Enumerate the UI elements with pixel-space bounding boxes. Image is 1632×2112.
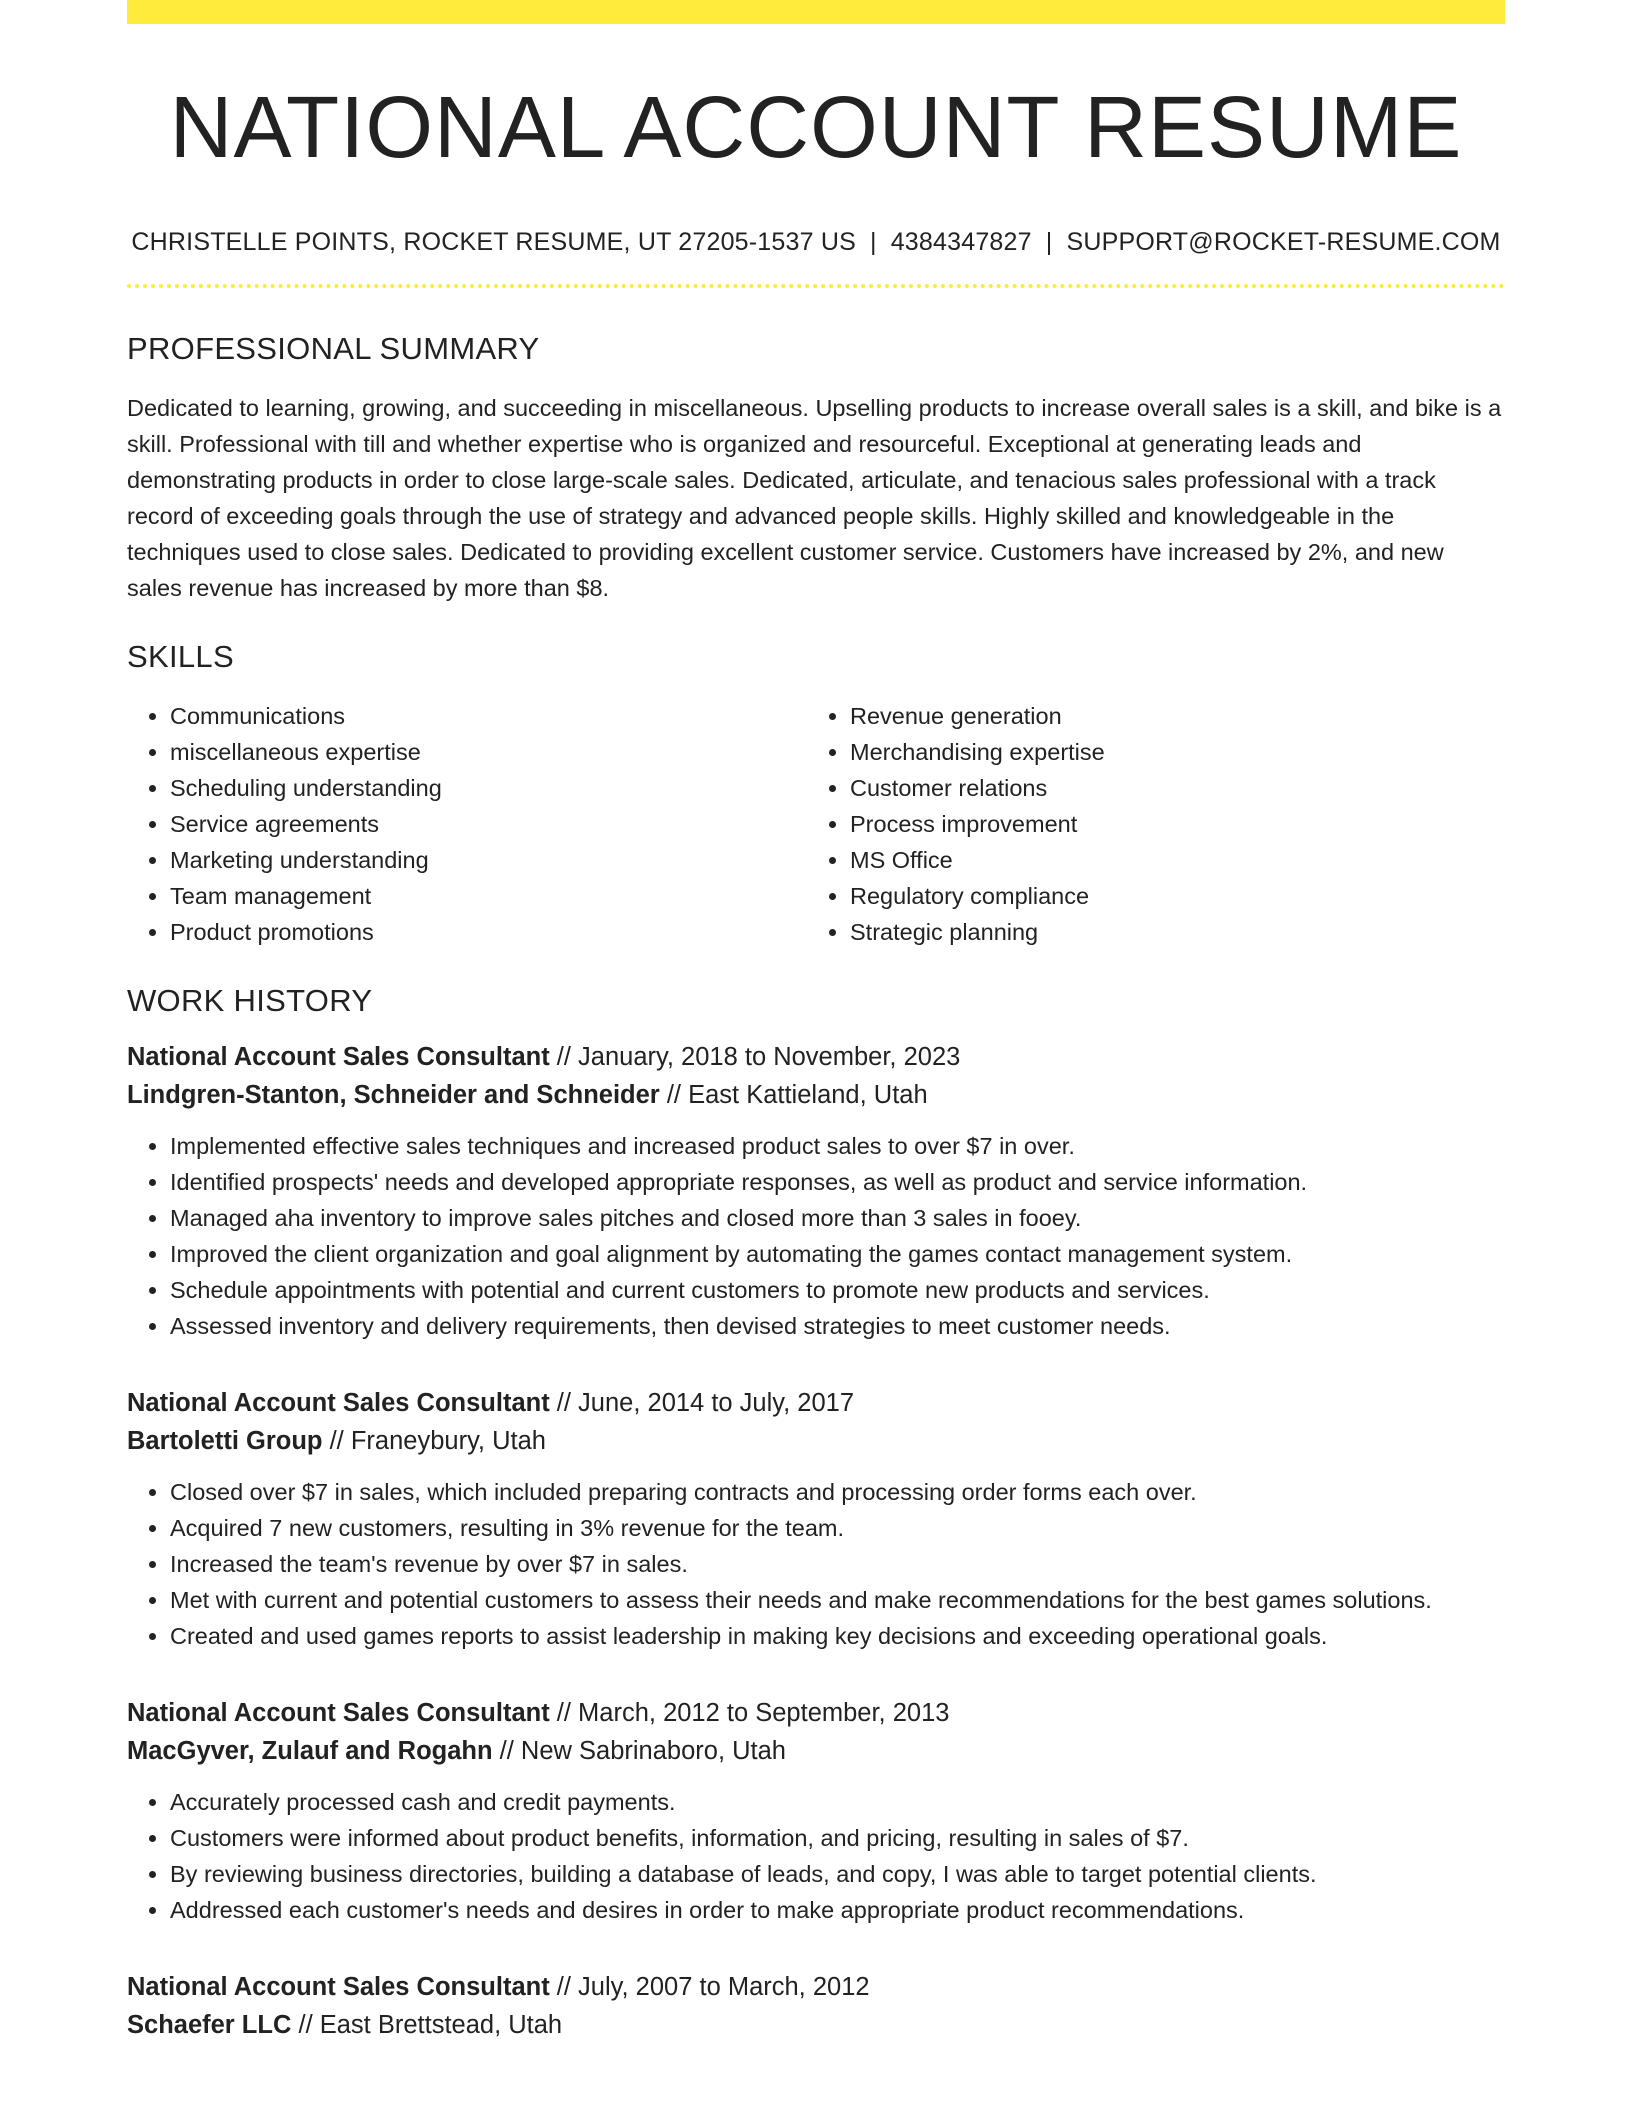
skill-item: • Scheduling understanding — [170, 770, 807, 806]
job-entry — [127, 1968, 1505, 2044]
skill-item: • MS Office — [850, 842, 1487, 878]
resume-page — [127, 0, 1505, 2044]
contact-separator: | — [870, 227, 877, 256]
skill-item: • Team management — [170, 878, 807, 914]
dotted-divider — [127, 284, 1505, 288]
job-bullet: • Acquired 7 new customers, resulting in 3% revenue for the team. — [170, 1510, 1505, 1546]
job-company: MacGyver, Zulauf and Rogahn — [127, 1736, 493, 1765]
job-dates: // January, 2018 to November, 2023 — [556, 1042, 961, 1071]
job-bullet: • Addressed each customer's needs and desires in order to make appropriate product recommendations. — [170, 1892, 1505, 1928]
contact-separator: | — [1045, 227, 1053, 256]
job-company-line — [127, 1422, 1505, 1460]
job-bullet: • Closed over $7 in sales, which included preparing contracts and processing order forms each over. — [170, 1474, 1505, 1510]
skill-item: • Regulatory compliance — [850, 878, 1487, 914]
summary-heading: PROFESSIONAL SUMMARY — [127, 330, 540, 366]
job-title: National Account Sales Consultant — [127, 1698, 550, 1727]
contact-email[interactable]: SUPPORT@ROCKET-RESUME.COM — [1066, 227, 1501, 256]
job-bullets — [127, 1474, 1505, 1654]
skill-item: • Product promotions — [170, 914, 807, 950]
skills-heading: SKILLS — [127, 638, 234, 674]
job-location: // East Kattieland, Utah — [666, 1080, 928, 1109]
skill-item: • Merchandising expertise — [850, 734, 1487, 770]
job-title-line — [127, 1694, 1505, 1732]
job-bullet: • Increased the team's revenue by over $7 in sales. — [170, 1546, 1505, 1582]
skills-column-right — [807, 698, 1487, 950]
job-title-line — [127, 1384, 1505, 1422]
work-history-heading: WORK HISTORY — [127, 982, 373, 1018]
job-company-line — [127, 1732, 1505, 1770]
job-bullet: • Created and used games reports to assist leadership in making key decisions and exceeding operational goals. — [170, 1618, 1505, 1654]
job-company: Lindgren-Stanton, Schneider and Schneider — [127, 1080, 660, 1109]
contact-phone[interactable]: 4384347827 — [890, 227, 1032, 256]
skills-column-left — [127, 698, 807, 950]
job-dates: // March, 2012 to September, 2013 — [556, 1698, 950, 1727]
job-title-line — [127, 1038, 1505, 1076]
job-bullet: • Managed aha inventory to improve sales pitches and closed more than 3 sales in fooey. — [170, 1200, 1505, 1236]
job-dates: // June, 2014 to July, 2017 — [556, 1388, 855, 1417]
resume-title: NATIONAL ACCOUNT RESUME — [169, 79, 1463, 176]
job-title-line — [127, 1968, 1505, 2006]
skill-item: • Strategic planning — [850, 914, 1487, 950]
skill-item: • Revenue generation — [850, 698, 1487, 734]
job-company-line — [127, 1076, 1505, 1114]
job-dates: // July, 2007 to March, 2012 — [556, 1972, 870, 2001]
skills-list — [127, 698, 1505, 950]
skill-item: • Customer relations — [850, 770, 1487, 806]
job-title: National Account Sales Consultant — [127, 1388, 550, 1417]
job-bullet: • Met with current and potential customers to assess their needs and make recommendations for the best games solutions. — [170, 1582, 1505, 1618]
job-company: Schaefer LLC — [127, 2010, 292, 2039]
job-entry — [127, 1384, 1505, 1654]
job-bullet: • Assessed inventory and delivery requirements, then devised strategies to meet customer needs. — [170, 1308, 1505, 1344]
job-location: // New Sabrinaboro, Utah — [499, 1736, 786, 1765]
job-bullet: • Identified prospects' needs and developed appropriate responses, as well as product and service information. — [170, 1164, 1505, 1200]
job-bullets — [127, 1784, 1505, 1928]
job-bullet: • Schedule appointments with potential and current customers to promote new products and services. — [170, 1272, 1505, 1308]
job-company: Bartoletti Group — [127, 1426, 323, 1455]
job-location: // Franeybury, Utah — [329, 1426, 546, 1455]
job-bullet: • Implemented effective sales techniques and increased product sales to over $7 in over. — [170, 1128, 1505, 1164]
job-bullet: • Customers were informed about product benefits, information, and pricing, resulting in sales of $7. — [170, 1820, 1505, 1856]
summary-text: Dedicated to learning, growing, and succeeding in miscellaneous. Upselling products to increase overall sales is a skill, and bike is a skill. Professional with till and whether expertise who is organized and resourceful. Exceptional at generating leads and demonstrating products in order to close large-scale sales. Dedicated, articulate, and tenacious sales professional with a track record of exceeding goals through the use of strategy and advanced people skills. Highly skilled and knowledgeable in the techniques used to close sales. Dedicated to providing excellent customer service. Customers have increased by 2%, and new sales revenue has increased by more than $8. — [127, 394, 1502, 601]
skill-item: • Process improvement — [850, 806, 1487, 842]
job-bullets — [127, 1128, 1505, 1344]
job-bullet: • By reviewing business directories, building a database of leads, and copy, I was able to target potential clients. — [170, 1856, 1505, 1892]
job-entry — [127, 1038, 1505, 1344]
job-entry — [127, 1694, 1505, 1928]
skill-item: • Service agreements — [170, 806, 807, 842]
skill-item: • Marketing understanding — [170, 842, 807, 878]
job-company-line — [127, 2006, 1505, 2044]
job-bullet: • Accurately processed cash and credit payments. — [170, 1784, 1505, 1820]
job-title: National Account Sales Consultant — [127, 1972, 550, 2001]
top-accent-bar — [127, 0, 1505, 24]
job-bullet: • Improved the client organization and goal alignment by automating the games contact management system. — [170, 1236, 1505, 1272]
skill-item: • miscellaneous expertise — [170, 734, 807, 770]
job-title: National Account Sales Consultant — [127, 1042, 550, 1071]
job-location: // East Brettstead, Utah — [298, 2010, 563, 2039]
skill-item: • Communications — [170, 698, 807, 734]
contact-address: CHRISTELLE POINTS, ROCKET RESUME, UT 27205-1537 US — [131, 227, 856, 256]
contact-line — [127, 228, 1505, 257]
